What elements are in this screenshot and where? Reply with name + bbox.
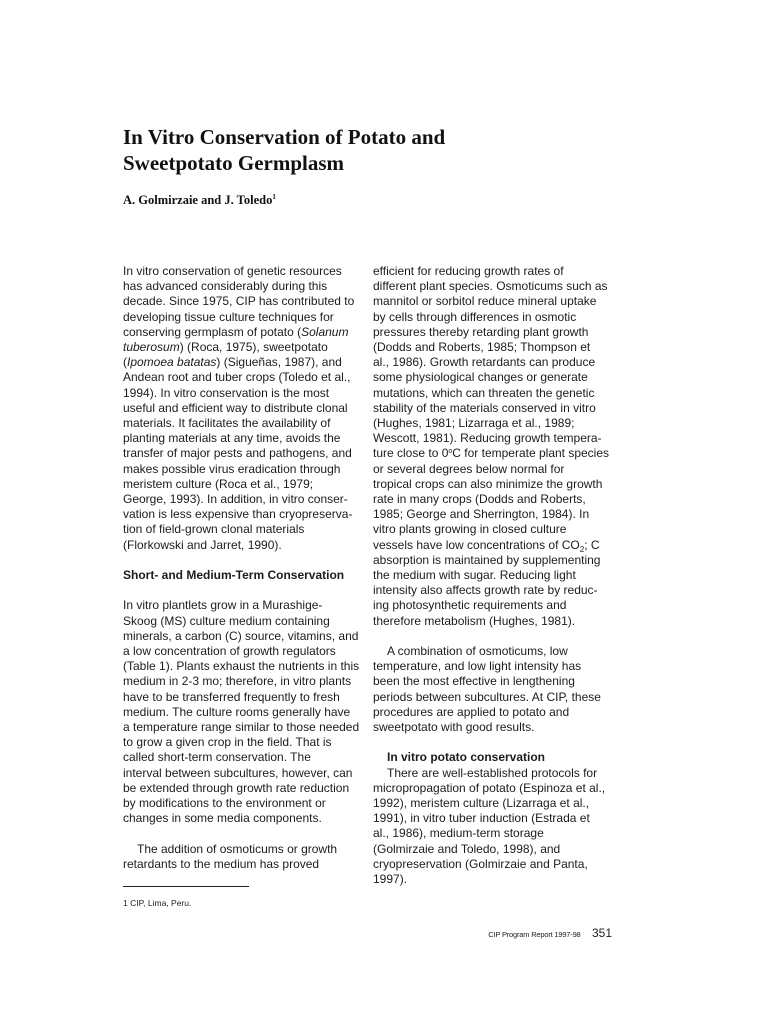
text-line: vitro plants growing in closed culture (373, 522, 567, 537)
text-line: decade. Since 1975, CIP has contributed to (123, 294, 355, 309)
page-footer (488, 924, 612, 942)
text-line: a temperature range similar to those needed (123, 720, 360, 735)
text-line: by cells through differences in osmotic (373, 309, 577, 324)
text-line: (Florkowski and Jarret, 1990). (123, 537, 282, 552)
text-line: (Golmirzaie and Toledo, 1998), and (373, 841, 561, 856)
text-line: In vitro plantlets grow in a Murashige- (123, 598, 323, 613)
text-line: rate in many crops (Dodds and Roberts, (373, 492, 586, 507)
text-line: the medium with sugar. Reducing light (373, 568, 576, 583)
text-line (373, 446, 616, 461)
text-line: 1997). (373, 872, 408, 887)
text-span: ( (123, 355, 127, 370)
text-span: ) (Roca, 1975), sweetpotato (179, 340, 328, 355)
text-line: (Dodds and Roberts, 1985; Thompson et (373, 340, 591, 355)
text-line: tion of field-grown clonal materials (123, 522, 305, 537)
title-line-2: Sweetpotato Germplasm (123, 151, 345, 175)
text-line: developing tissue culture techniques for (123, 309, 334, 324)
text-line: makes possible virus eradication through (123, 461, 341, 476)
text-line: al., 1986), medium-term storage (373, 826, 544, 841)
text-line: intensity also affects growth rate by reduc- (373, 583, 598, 598)
text-line: al., 1986). Growth retardants can produce (373, 355, 596, 370)
text-span: ture close to 0 (373, 446, 449, 461)
footnote: 1 CIP, Lima, Peru. (123, 898, 192, 908)
text-line: efficient for reducing growth rates of (373, 264, 564, 278)
paragraph-gap (373, 735, 616, 750)
text-line: minerals, a carbon (C) source, vitamins, and (123, 628, 359, 643)
species-name: Solanum (301, 324, 349, 339)
subsection-heading: In vitro potato conservation (387, 750, 546, 765)
text-line: have to be transferred frequently to fresh (123, 689, 340, 704)
text-line: planting materials at any time, avoids the (123, 431, 341, 446)
text-line: mutations, which can threaten the genetic (373, 385, 595, 400)
text-line: In vitro conservation of genetic resources (123, 264, 342, 278)
text-line: transfer of major pests and pathogens, and (123, 446, 352, 461)
text-line: been the most effective in lengthening (373, 674, 575, 689)
text-line: ing photosynthetic requirements and (373, 598, 567, 613)
page-number: 351 (591, 926, 612, 940)
text-line: cryopreservation (Golmirzaie and Panta, (373, 856, 588, 871)
body-paragraph (373, 264, 616, 629)
text-line: Wescott, 1981). Reducing growth tempera- (373, 431, 602, 446)
text-line: be extended through growth rate reduction (123, 780, 350, 795)
text-line: micropropagation of potato (Espinoza et al., (373, 780, 606, 795)
paragraph-gap (123, 583, 365, 598)
species-name: tuberosum (123, 340, 180, 355)
text-line (373, 538, 616, 553)
body-paragraph (373, 766, 616, 888)
intro-paragraph (123, 264, 365, 553)
paragraph-gap (123, 826, 365, 841)
text-line: by modifications to the environment or (123, 796, 326, 811)
text-span: C for temperate plant species (452, 446, 610, 461)
text-line: pressures thereby retarding plant growth (373, 324, 589, 339)
text-line: 1992), meristem culture (Lizarraga et al., (373, 796, 590, 811)
species-name: Ipomoea batatas (127, 355, 217, 370)
text-line: a low concentration of growth regulators (123, 644, 336, 659)
author-footnote-mark: 1 (272, 193, 276, 201)
text-line: useful and efficient way to distribute clonal (123, 400, 348, 415)
text-line: stability of the materials conserved in vitro (373, 400, 596, 415)
text-span: conserving germplasm of potato ( (123, 324, 302, 339)
text-line: retardants to the medium has proved (123, 856, 320, 871)
text-line: procedures are applied to potato and (373, 704, 570, 719)
text-line (123, 325, 365, 340)
text-line: periods between subcultures. At CIP, these (373, 689, 601, 704)
text-line: A combination of osmoticums, low (387, 644, 568, 659)
text-line: 1994). In vitro conservation is the most (123, 385, 330, 400)
footnote-rule (123, 886, 249, 887)
text-line: tropical crops can also minimize the growth (373, 476, 603, 491)
text-span: ) (Sigueñas, 1987), and (216, 355, 342, 370)
text-span: ; C (584, 537, 600, 552)
text-line: temperature, and low light intensity has (373, 659, 582, 674)
text-line: medium. The culture rooms generally have (123, 704, 351, 719)
text-span: vessels have low concentrations of CO (373, 537, 580, 552)
text-line: George, 1993). In addition, in vitro conser- (123, 492, 348, 507)
text-line: interval between subcultures, however, can (123, 765, 353, 780)
text-line: 1991), in vitro tuber induction (Estrada et (373, 811, 590, 826)
text-line: meristem culture (Roca et al., 1979; (123, 476, 314, 491)
text-line: some physiological changes or generate (373, 370, 588, 385)
text-line: has advanced considerably during this (123, 279, 328, 294)
text-line: (Table 1). Plants exhaust the nutrients in this (123, 659, 360, 674)
text-line: changes in some media components. (123, 811, 322, 826)
text-line: to grow a given crop in the field. That is (123, 735, 332, 750)
degree-mark: o (448, 448, 453, 456)
subscript: 2 (579, 544, 585, 554)
text-line: medium in 2-3 mo; therefore, in vitro plants (123, 674, 352, 689)
text-line: Andean root and tuber crops (Toledo et al., (123, 370, 351, 385)
authors-text: A. Golmirzaie and J. Toledo (123, 193, 273, 207)
section-heading: Short- and Medium-Term Conservation (123, 568, 345, 583)
text-line: or several degrees below normal for (373, 461, 565, 476)
text-line: materials. It facilitates the availability of (123, 416, 331, 431)
text-line: different plant species. Osmoticums such as (373, 279, 608, 294)
text-line: Skoog (MS) culture medium containing (123, 613, 330, 628)
text-line (123, 355, 365, 370)
text-line: 1985; George and Sherrington, 1984). In (373, 507, 590, 522)
text-line: mannitol or sorbitol reduce mineral uptake (373, 294, 597, 309)
text-line: sweetpotato with good results. (373, 720, 535, 735)
author-line (123, 192, 276, 208)
body-paragraph (123, 842, 365, 872)
text-line: absorption is maintained by supplementing (373, 552, 601, 567)
paragraph-gap (373, 629, 616, 644)
text-line (123, 340, 365, 355)
report-name: CIP Program Report 1997-98 (488, 930, 581, 939)
body-paragraph (373, 644, 616, 735)
paragraph-gap (123, 553, 365, 568)
text-line: vation is less expensive than cryopreserva- (123, 507, 353, 522)
body-paragraph (123, 598, 365, 826)
text-line: (Hughes, 1981; Lizarraga et al., 1989; (373, 416, 575, 431)
text-line: therefore metabolism (Hughes, 1981). (373, 613, 576, 628)
text-line: The addition of osmoticums or growth (137, 841, 338, 856)
text-line: There are well-established protocols for (387, 765, 598, 780)
right-column (373, 264, 616, 887)
article-title (123, 124, 523, 176)
left-column (123, 264, 365, 872)
text-line: called short-term conservation. The (123, 750, 311, 765)
title-line-1: In Vitro Conservation of Potato and (123, 125, 446, 149)
